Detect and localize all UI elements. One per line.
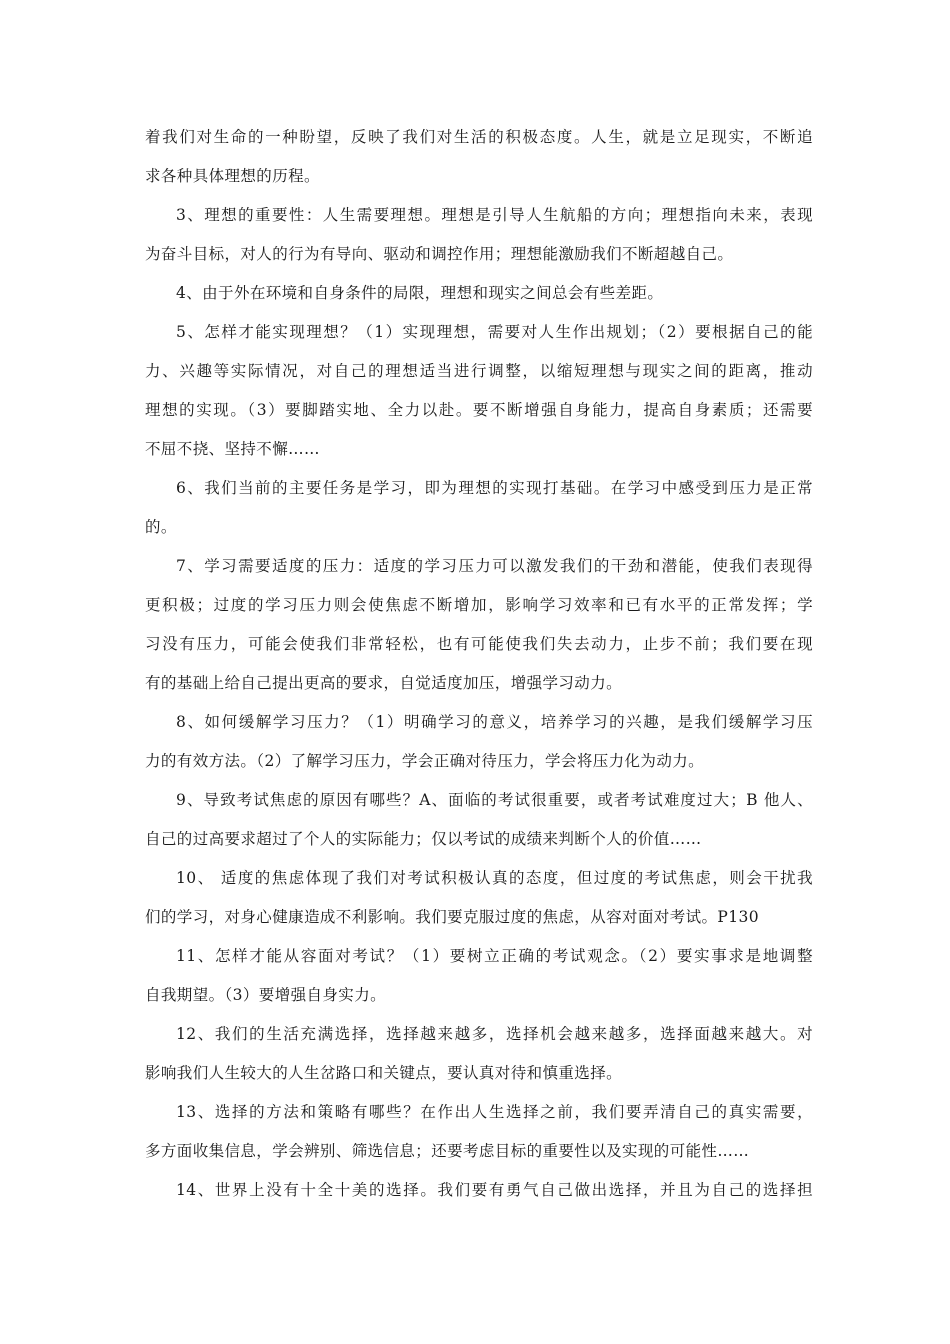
text-line: 11、怎样才能从容面对考试？（1）要树立正确的考试观念。（2）要实事求是地调整 (176, 947, 813, 965)
text-line: 3、理想的重要性：人生需要理想。理想是引导人生航船的方向；理想指向未来，表现 (176, 206, 813, 224)
text-line: 12、我们的生活充满选择，选择越来越多，选择机会越来越多，选择面越来越大。对 (176, 1025, 813, 1043)
text-line: 的。 (145, 518, 177, 536)
text-line: 力、兴趣等实际情况，对自己的理想适当进行调整，以缩短理想与现实之间的距离，推动 (145, 362, 813, 380)
text-line: 自我期望。（3）要增强自身实力。 (145, 986, 387, 1004)
text-line: 更积极；过度的学习压力则会使焦虑不断增加，影响学习效率和已有水平的正常发挥；学 (145, 596, 813, 614)
text-line: 6、我们当前的主要任务是学习，即为理想的实现打基础。在学习中感受到压力是正常 (176, 479, 813, 497)
text-line: 8、如何缓解学习压力？（1）明确学习的意义，培养学习的兴趣，是我们缓解学习压 (176, 713, 813, 731)
text-line: 力的有效方法。（2）了解学习压力，学会正确对待压力，学会将压力化为动力。 (145, 752, 705, 770)
text-line: 理想的实现。（3）要脚踏实地、全力以赴。要不断增强自身能力，提高自身素质；还需要 (145, 401, 813, 419)
text-line: 10、 适度的焦虑体现了我们对考试积极认真的态度，但过度的考试焦虑，则会干扰我 (176, 869, 813, 887)
text-line: 求各种具体理想的历程。 (145, 167, 320, 185)
text-line: 有的基础上给自己提出更高的要求，自觉适度加压，增强学习动力。 (145, 674, 623, 692)
text-line: 自己的过高要求超过了个人的实际能力；仅以考试的成绩来判断个人的价值…… (145, 830, 702, 848)
document-page (145, 118, 813, 1210)
text-line: 着我们对生命的一种盼望，反映了我们对生活的积极态度。人生，就是立足现实，不断追 (145, 128, 813, 146)
text-line: 5、怎样才能实现理想？（1）实现理想，需要对人生作出规划；（2）要根据自己的能 (176, 323, 813, 341)
text-line: 为奋斗目标，对人的行为有导向、驱动和调控作用；理想能激励我们不断超越自己。 (145, 245, 734, 263)
text-line: 7、学习需要适度的压力：适度的学习压力可以激发我们的干劲和潜能，使我们表现得 (176, 557, 813, 575)
text-line: 9、导致考试焦虑的原因有哪些？A、面临的考试很重要，或者考试难度过大；B 他人、 (176, 791, 813, 809)
text-line: 14、世界上没有十全十美的选择。我们要有勇气自己做出选择，并且为自己的选择担 (176, 1181, 813, 1199)
text-line: 13、选择的方法和策略有哪些？在作出人生选择之前，我们要弄清自己的真实需要， (176, 1103, 813, 1121)
text-line: 们的学习，对身心健康造成不利影响。我们要克服过度的焦虑，从容对面对考试。P130 (145, 908, 760, 926)
text-line: 不屈不挠、坚持不懈…… (145, 440, 320, 458)
text-line: 4、由于外在环境和自身条件的局限，理想和现实之间总会有些差距。 (176, 284, 664, 302)
text-line: 习没有压力，可能会使我们非常轻松，也有可能使我们失去动力，止步不前；我们要在现 (145, 635, 813, 653)
text-line: 影响我们人生较大的人生岔路口和关键点，要认真对待和慎重选择。 (145, 1064, 623, 1082)
text-line: 多方面收集信息，学会辨别、筛选信息；还要考虑目标的重要性以及实现的可能性…… (145, 1142, 750, 1160)
